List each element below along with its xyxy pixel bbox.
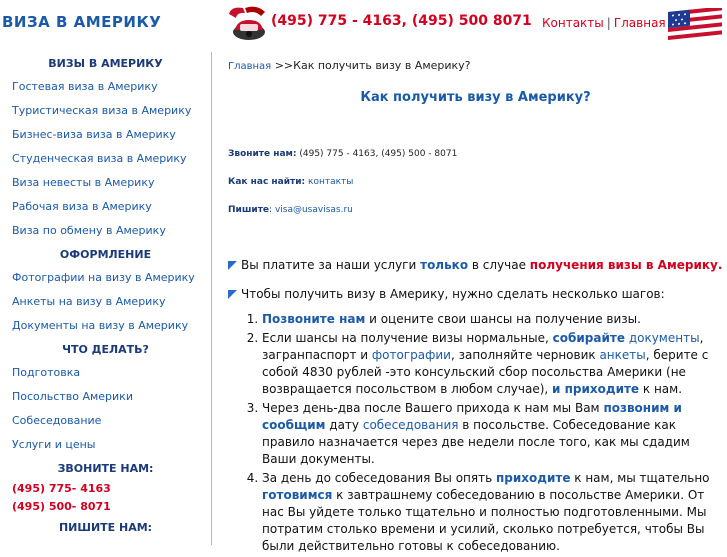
- sidebar-item-guest-visa[interactable]: Гостевая виза в Америку: [12, 80, 158, 93]
- photos-link[interactable]: фотографии: [371, 348, 451, 362]
- contact-write-colon: :: [269, 205, 275, 215]
- blue-triangle-bullet-icon: [228, 290, 237, 299]
- contact-call-line: [228, 149, 723, 159]
- bullet-text: Чтобы получить визу в Америку, нужно сделать несколько шагов:: [241, 287, 665, 301]
- collect-link[interactable]: собирайте: [552, 331, 625, 345]
- sidebar-item-services-prices[interactable]: Услуги и цены: [12, 438, 96, 451]
- blue-triangle-bullet-icon: [228, 261, 237, 270]
- red-telephone-icon: [227, 4, 267, 42]
- sidebar-item-student-visa[interactable]: Студенческая виза в Америку: [12, 152, 187, 165]
- step-text: , берите с собой 4830 рублей -это консульский сбор посольства Америки (не возвращается посольством в любом случае),: [262, 348, 709, 396]
- sidebar-heading-todo: ЧТО ДЕЛАТЬ?: [62, 343, 149, 356]
- breadcrumb: [228, 59, 723, 72]
- sidebar-item-forms[interactable]: Анкеты на визу в Америку: [12, 295, 166, 308]
- page-title: Как получить визу в Америку?: [360, 90, 591, 105]
- step-text: дату: [325, 418, 363, 432]
- contact-call-label: Звоните нам:: [228, 149, 297, 159]
- nav-contacts-link[interactable]: Контакты: [542, 16, 604, 30]
- sidebar-item-interview[interactable]: Собеседование: [12, 414, 102, 427]
- interview-link[interactable]: собеседования: [362, 418, 459, 432]
- nav-separator: |: [606, 16, 611, 30]
- site-title[interactable]: ВИЗА В АМЕРИКУ: [2, 13, 162, 31]
- we-will-call-link[interactable]: позвоним и сообщим: [262, 401, 682, 432]
- breadcrumb-separator: >>: [271, 59, 294, 72]
- step-text: к завтрашнему собеседованию в посольстве Америки. От нас Вы уйдете только тщательно и полностью подготовленными. Мы потратим столько времени и усилий, сколько потребуется, чтобы Вы были действительно готовы к собеседованию.: [262, 488, 707, 553]
- sidebar-heading-write: ПИШИТЕ НАМ:: [58, 521, 153, 534]
- step-text: Через день-два после Вашего прихода к нам мы Вам: [262, 401, 604, 415]
- documents-link[interactable]: документы: [625, 331, 700, 345]
- getting-visa-link[interactable]: получения визы в Америку.: [529, 258, 723, 272]
- sidebar: [0, 52, 212, 545]
- sidebar-heading-call: ЗВОНИТЕ НАМ:: [57, 462, 154, 475]
- step-text: в посольстве. Собеседование как правило назначается через две недели после того, как мы сдадим Ваши документы.: [262, 418, 690, 466]
- prepare-link[interactable]: готовимся: [262, 488, 333, 502]
- site-header: [0, 0, 727, 50]
- sidebar-item-business-visa[interactable]: Бизнес-виза виза в Америку: [12, 128, 176, 141]
- step-3: [262, 400, 723, 468]
- sidebar-phone-1: (495) 775- 4163: [12, 482, 111, 495]
- contact-find-link[interactable]: контакты: [308, 177, 354, 187]
- come-again-link[interactable]: приходите: [495, 471, 571, 485]
- header-phones: (495) 775 - 4163, (495) 500 8071: [271, 13, 532, 29]
- forms-link[interactable]: анкеты: [599, 348, 646, 362]
- sidebar-item-embassy[interactable]: Посольство Америки: [12, 390, 133, 403]
- bullet-text: Вы платите за наши услуги: [241, 258, 421, 272]
- sidebar-item-preparation[interactable]: Подготовка: [12, 366, 81, 379]
- bullet-text: в случае: [468, 258, 530, 272]
- come-to-us-link[interactable]: и приходите: [552, 382, 640, 396]
- top-nav: [542, 16, 676, 30]
- contact-call-value: (495) 775 - 4163, (495) 500 - 8071: [296, 149, 458, 159]
- sidebar-heading-processing: ОФОРМЛЕНИЕ: [59, 248, 152, 261]
- us-flag-icon: [668, 8, 722, 42]
- step-text: , загранпаспорт и: [262, 331, 704, 362]
- bullet-steps-intro: [228, 287, 723, 301]
- sidebar-item-tourist-visa[interactable]: Туристическая виза в Америку: [12, 104, 192, 117]
- step-text: к нам.: [639, 382, 683, 396]
- sidebar-heading-visas: ВИЗЫ В АМЕРИКУ: [48, 57, 163, 70]
- step-text: и оцените свои шансы на получение визы.: [365, 312, 641, 326]
- contact-write-label: Пишите: [228, 205, 270, 215]
- step-text: , заполняйте черновик: [450, 348, 600, 362]
- only-link[interactable]: только: [420, 258, 469, 272]
- main-content: [228, 52, 723, 557]
- contact-find-label: Как нас найти:: [228, 177, 306, 187]
- bullet-pay-only-success: [228, 258, 723, 272]
- call-us-link[interactable]: Позвоните нам: [262, 312, 366, 326]
- sidebar-item-documents[interactable]: Документы на визу в Америку: [12, 319, 189, 332]
- step-text: к нам, мы тщательно: [570, 471, 710, 485]
- sidebar-item-photos[interactable]: Фотографии на визу в Америку: [12, 271, 195, 284]
- step-4: [262, 470, 723, 555]
- contact-email-link[interactable]: visa@usavisas.ru: [274, 205, 353, 215]
- sidebar-phone-2: (495) 500- 8071: [12, 500, 111, 513]
- step-text: За день до собеседования Вы опять: [262, 471, 496, 485]
- contact-write-line: [228, 205, 723, 215]
- breadcrumb-current: Как получить визу в Америку?: [293, 59, 471, 72]
- sidebar-item-fiancee-visa[interactable]: Виза невесты в Америку: [12, 176, 155, 189]
- step-2: [262, 330, 723, 398]
- sidebar-item-work-visa[interactable]: Рабочая виза в Америку: [12, 200, 152, 213]
- step-text: Если шансы на получение визы нормальные,: [262, 331, 553, 345]
- steps-list: [228, 311, 723, 555]
- sidebar-item-exchange-visa[interactable]: Виза по обмену в Америку: [12, 224, 166, 237]
- breadcrumb-home-link[interactable]: Главная: [228, 61, 272, 72]
- contact-find-line: [228, 177, 723, 187]
- step-1: [262, 311, 723, 328]
- nav-main-link[interactable]: Главная: [613, 16, 666, 30]
